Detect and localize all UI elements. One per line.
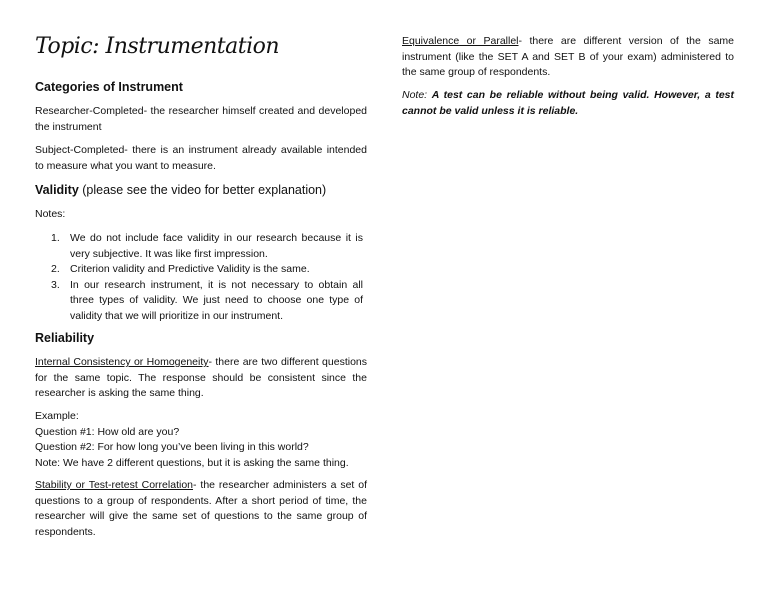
validity-heading-note: (please see the video for better explanation) xyxy=(82,183,327,197)
validity-heading xyxy=(35,183,326,197)
validity-heading-label: Validity xyxy=(35,183,79,197)
subject-completed-text: - there is an instrument already available intended to measure what you want to measure. xyxy=(35,144,367,172)
stability-term: Stability or Test-retest Correlation xyxy=(35,479,193,491)
list-item xyxy=(51,231,363,262)
example-question-2: Question #2: For how long you’ve been living in this world? xyxy=(35,441,309,453)
internal-consistency-paragraph xyxy=(35,355,367,402)
list-text: Criterion validity and Predictive Validity is the same. xyxy=(70,263,310,275)
list-item xyxy=(51,262,363,278)
reliability-validity-note xyxy=(402,88,734,119)
researcher-completed-paragraph xyxy=(35,104,367,135)
page-title: Topic: Instrumentation xyxy=(35,34,280,59)
equivalence-term: Equivalence or Parallel xyxy=(402,35,519,47)
categories-heading: Categories of Instrument xyxy=(35,80,183,94)
list-number: 3. xyxy=(51,278,60,291)
subject-completed-term: Subject-Completed xyxy=(35,144,125,156)
stability-paragraph xyxy=(35,478,367,540)
example-label: Example: xyxy=(35,410,79,422)
notes-label: Notes: xyxy=(35,208,66,220)
example-question-1: Question #1: How old are you? xyxy=(35,425,180,438)
list-text: In our research instrument, it is not necessary to obtain all three types of validity. We just need to choose one type of validity that we will prioritize in our instrument. xyxy=(70,278,363,322)
reliability-heading: Reliability xyxy=(35,331,95,345)
subject-completed-paragraph xyxy=(35,143,367,174)
list-number: 1. xyxy=(51,232,60,244)
example-block xyxy=(35,409,367,471)
validity-notes-list xyxy=(51,231,363,324)
equivalence-text: - there are different version of the same instrument (like the SET A and SET B of your exam) administered to the same group of respondents. xyxy=(402,35,734,78)
researcher-completed-term: Researcher-Completed xyxy=(35,105,144,117)
note-label: Note: xyxy=(402,89,428,101)
list-item xyxy=(51,278,363,325)
researcher-completed-text: - the researcher himself created and developed the instrument xyxy=(35,105,367,133)
internal-consistency-text: - there are two different questions for the same topic. The response should be consistent since the researcher is asking the same thing. xyxy=(35,356,368,399)
equivalence-paragraph xyxy=(402,34,734,81)
note-text: A test can be reliable without being valid. However, a test cannot be valid unless it is reliable. xyxy=(402,89,735,117)
internal-consistency-term: Internal Consistency or Homogeneity xyxy=(35,356,209,368)
list-number: 2. xyxy=(51,263,60,275)
list-text: We do not include face validity in our research because it is very subjective. It was like first impression. xyxy=(70,232,363,260)
example-note: Note: We have 2 different questions, but it is asking the same thing. xyxy=(35,456,349,469)
stability-text: - the researcher administers a set of questions to a group of respondents. After a short period of time, the researcher will give the same set of questions to the same group of respondents. xyxy=(35,479,367,538)
